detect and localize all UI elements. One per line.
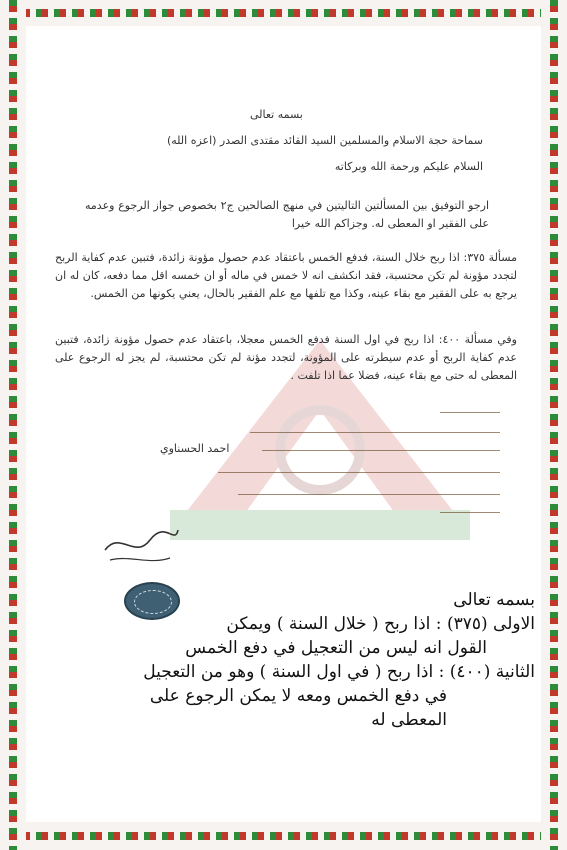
typed-transcription bbox=[35, 588, 535, 732]
letter-greeting: السلام عليكم ورحمة الله وبركاته bbox=[334, 160, 483, 173]
handwriting-stroke bbox=[440, 502, 500, 513]
decorative-border-top bbox=[0, 0, 567, 26]
decorative-border-bottom bbox=[0, 822, 567, 850]
handwriting-stroke bbox=[250, 422, 500, 433]
transcript-line-2: الاولى (٣٧٥) : اذا ربح ( خلال السنة ) ويمكن bbox=[226, 614, 535, 634]
decorative-border-right bbox=[541, 0, 567, 850]
letter-bism: بسمه تعالى bbox=[250, 108, 303, 121]
transcript-line-5: في دفع الخمس ومعه لا يمكن الرجوع على bbox=[149, 686, 447, 706]
signature-scribble bbox=[100, 520, 180, 570]
letter-issue-400-paragraph: وفي مسألة ٤٠٠: اذا ربح في اول السنة فدفع الخمس معجلا، باعتقاد عدم حصول مؤونة زائدة، فتبين عدم كفاية الربح أو عدم سيطرته على المؤونة، لتجدد مؤنة لم تكن محتسبة، لم يجز له الرجوع على المعطى له حتى مع بقاء عينه، فضلا عما اذا تلفت . bbox=[55, 333, 517, 382]
letter-issue-375-paragraph: مسألة ٣٧٥: اذا ربح خلال السنة، فدفع الخمس باعتقاد عدم حصول مؤونة زائدة، فتبين عدم كفاية الربح لتجدد مؤونة لم تكن محتسبة، فقد انكشف انه لا خمس في ماله أو ان خمسه اقل مما دفعه، كان له ان يرجع به على الفقير مع بقاء عينه، وكذا مع تلفها مع علم الفقير بالحال، يعني يكونها من الخمس. bbox=[55, 251, 517, 300]
transcript-line-1: بسمه تعالى bbox=[453, 590, 535, 610]
letter-question-paragraph: ارجو التوفيق بين المسألتين التاليتين في منهج الصالحين ج٢ بخصوص جواز الرجوع وعدمه على الفقير او المعطى له. وجزاكم الله خيرا bbox=[85, 199, 490, 230]
transcript-line-3: القول انه ليس من التعجيل في دفع الخمس bbox=[185, 638, 487, 658]
letter-signer-name: احمد الحسناوي bbox=[160, 442, 230, 455]
handwriting-stroke bbox=[262, 440, 500, 451]
handwriting-stroke bbox=[440, 402, 500, 413]
letter-addressee: سماحة حجة الاسلام والمسلمين السيد القائد مقتدى الصدر (اعزه الله) bbox=[166, 134, 483, 147]
transcript-line-4: الثانية (٤٠٠) : اذا ربح ( في اول السنة ) وهو من التعجيل bbox=[143, 662, 535, 682]
handwriting-stroke bbox=[238, 484, 500, 495]
transcript-line-6: المعطى له bbox=[371, 710, 447, 730]
decorative-border-left bbox=[0, 0, 26, 850]
handwriting-stroke bbox=[218, 462, 500, 473]
